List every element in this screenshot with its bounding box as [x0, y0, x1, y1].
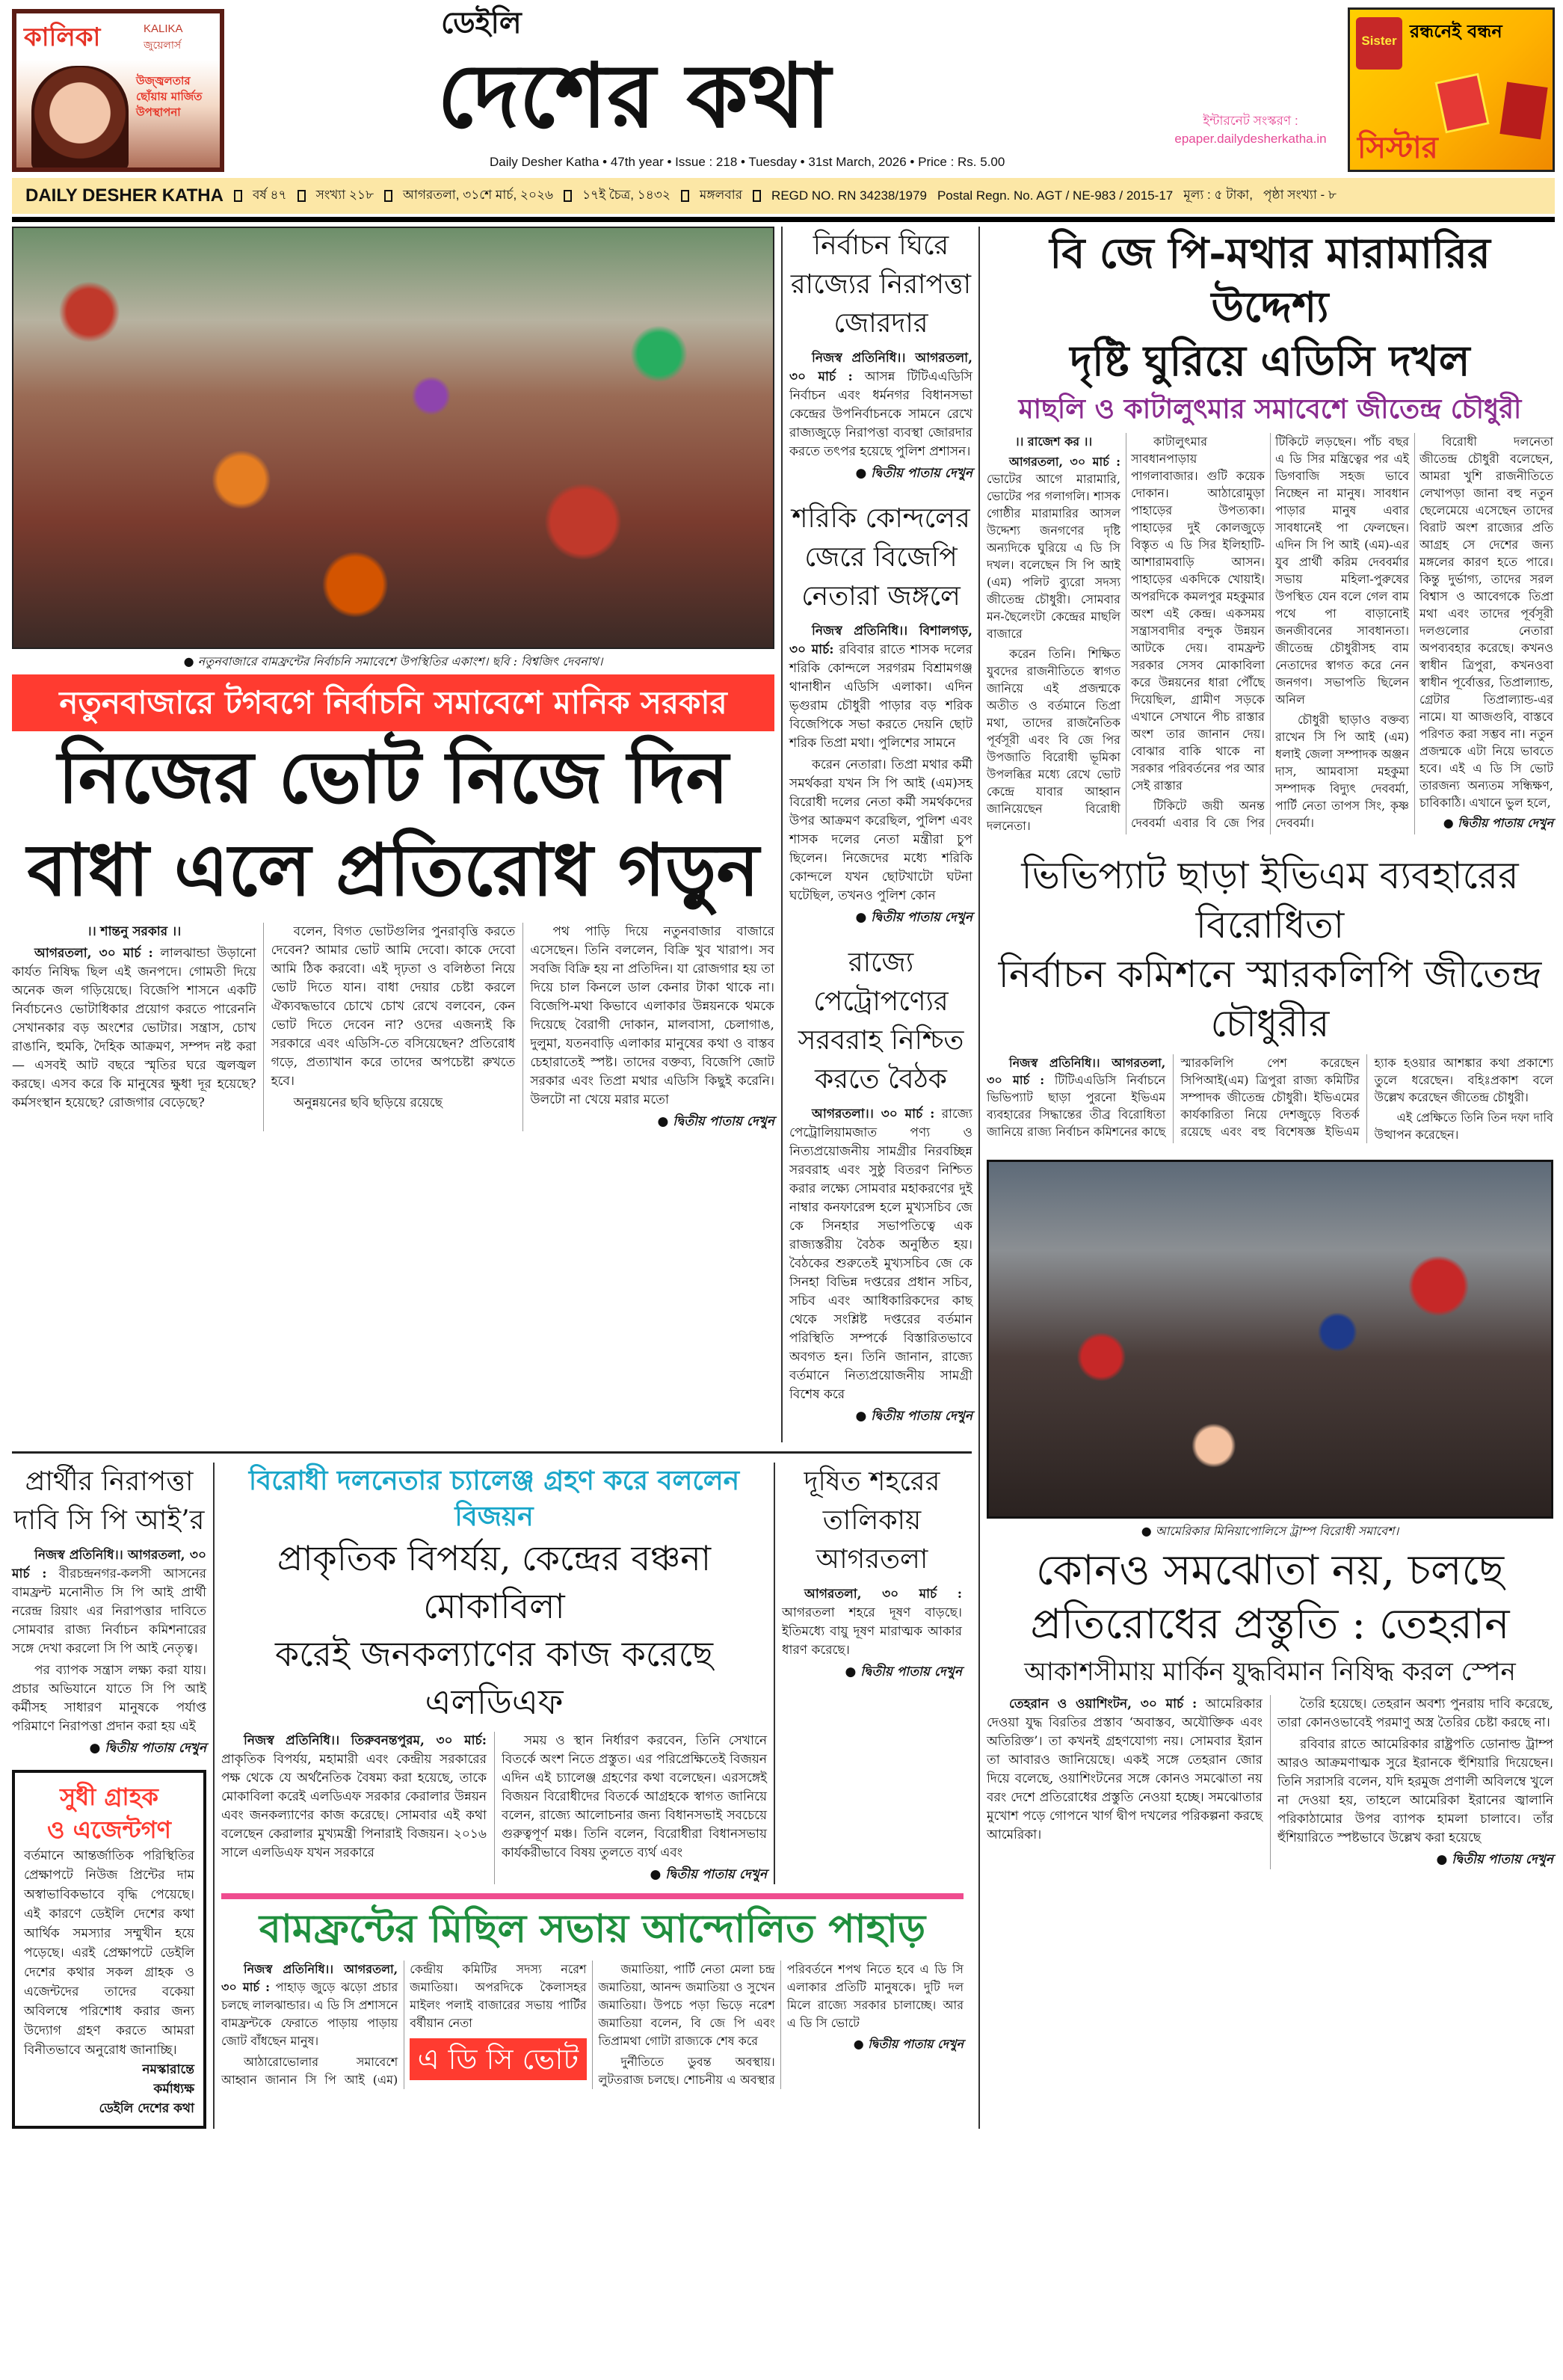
paragraph: কাটালুৎমার সাবধানপাড়ায় পাগলাবাজার। গুটি কয়েক দোকান। আঠারোমুড়া পাহাড়ের উপত্যকা। পাহাড়ের দুই কোলজুড়ে বিস্তৃত এ ডি সির ইলিহাটি-আশারামবাড়ি আসন। পাহাড়ের একদিকে খোয়াই। অপরদিকে কমলপুর মহকুমার অংশ এই কেন্দ্র। একসময় সন্ত্রাসবাদীর বন্দুক উন্নয়ন আটকে দেয়। বামফ্রন্ট সরকার সেসব মোকাবিলা করে উন্নয়নের ধারা পৌঁছে দিয়েছিল, গ্রামীণ সড়কে এখানে সেখানে পীচ রাস্তার অংশ তার জানান দেয়। বোঝার বাকি থাকে না সরকার পরিবর্তনের পর আর সেই রাস্তার: [1131, 434, 1265, 793]
dateline-strip: [12, 178, 1555, 214]
strip-day: মঙ্গলবার: [699, 188, 743, 202]
paragraph: পথ পাড়ি দিয়ে নতুনবাজার বাজারে এসেছেন। তিনি বললেন, বিক্রি খুব খারাপ। সব সবজি বিক্রি হয় না প্রতিদিন। যা রোজগার হয় তা দিয়ে চাল কিনলে ডাল কেনার টাকা থাকে না। বিজেপি-মথা কিভাবে এলাকার উন্নয়নকে থমকে দিয়েছে বৈরাগী দোকান, মালবাসা, চেলাগাঙ, দুলুমা, যতনবাড়ি এলাকার মানুষের কথা ও বাস্তব চেহারাতেই স্পষ্ট। তাদের বক্তব্য, বিজেপি জোট সরকার এবং তিপ্রা মথার এডিসি কিছুই করেনি। উলটো না খেয়ে মরার মতো: [530, 924, 774, 1107]
candidate-article: [12, 1463, 206, 1758]
dateline: নিজস্ব প্রতিনিধি।। আগরতলা, ৩০ মার্চ :: [12, 1548, 206, 1581]
evm-article-body: [987, 1054, 1553, 1143]
model-portrait-image: [31, 66, 129, 170]
bottom-left-column: [12, 1463, 206, 2129]
top-row: [12, 227, 972, 1442]
adc-subhead: মাছলি ও কাটালুৎমার সমাবেশে জীতেন্দ্র চৌধুরী: [1018, 393, 1522, 425]
continue-link[interactable]: ● দ্বিতীয় পাতায় দেখুন: [853, 2037, 964, 2051]
dateline: নিজস্ব প্রতিনিধি।। আগরতলা, ৩০ মার্চ :: [987, 1056, 1166, 1087]
continue-link[interactable]: ● দ্বিতীয় পাতায় দেখুন: [855, 1409, 972, 1424]
continue-link[interactable]: ● দ্বিতীয় পাতায় দেখুন: [845, 1664, 962, 1679]
ldf-headline-line2: করেই জনকল্যাণের কাজ করেছে এলডিএফ: [274, 1634, 714, 1722]
paragraph: পাহাড় জুড়ে ঝড়ো প্রচার চলছে লালঝান্ডার। এ ডি সি প্রশাসনে বামফ্রন্টকে ফেরাতে পাড়ায় পাড়ায় জোট বাঁধছেন মানুষ।: [221, 1980, 398, 2048]
lead-article: [12, 227, 774, 1131]
notice-sign-3: ডেইলি দেশের কথা: [99, 2101, 194, 2116]
paragraph: টিটিএএডিসি নির্বাচনে ভিভিপ্যাট ছাড়া পুরনো ইভিএম ব্যবহারের সিদ্ধান্তের তীব্র বিরোধিতা জানিয়ে রাজ্য নির্বাচন কমিশনের কাছে স্মারকলিপি পেশ করেছেন সিপিআই(এম) ত্রিপুরা রাজ্য কমিটির সম্পাদক জীতেন্দ্র চৌধুরী। ইভিএমের কার্যকারিতা নিয়ে দেশজুড়ে বিতর্ক রয়েছে এবং বহু বিশেষজ্ঞ ইভিএম হ্যাক হওয়ার আশঙ্কার কথা প্রকাশ্যে তুলে ধরেছেন। বহিঃপ্রকাশ বলে উল্লেখ করেছেন জীতেন্দ্র চৌধুরী।: [987, 1056, 1553, 1139]
strip-name: DAILY DESHER KATHA: [25, 185, 223, 206]
paragraph: আগরতলা শহরে দূষণ বাড়ছে। ইতিমধ্যে বায়ু দূষণ মারাত্মক আকার ধারণ করেছে।: [782, 1605, 962, 1658]
lead-kicker: নতুনবাজারে টগবগে নির্বাচনি সমাবেশে মানিক সরকার: [12, 674, 774, 731]
paragraph: আমেরিকার দেওয়া যুদ্ধ বিরতির প্রস্তাব ‘অবাস্তব, অযৌক্তিক এবং অতিরিক্ত’। তা কখনই গ্রহণযোগ্য নয়। সোমবার ইরান তা আবারও জানিয়েছে। একই সঙ্গে তেহরান জোর দিয়ে বলেছে, ওয়াশিংটনের সঙ্গে কোনও সমঝোতা নয় বরং দেশে প্রতিরোধের প্রস্তুতি নেওয়া হচ্ছে। সমঝোতার মুখোশ পড়ে গোপনে খার্গ দ্বীপ দখলের পরিকল্পনা করছে আমেরিকা।: [987, 1697, 1263, 1842]
paragraph: জমাতিয়া, পার্টি নেতা মেলা চন্দ্র জমাতিয়া, আনন্দ জমাতিয়া ও সুখেন জমাতিয়া। উপচে পড়া ভিড়ে নরেশ জমাতিয়া বলেন, বি জে পি এবং তিপ্রামথা গোটা রাজ্যকে শেষ করে: [598, 1962, 775, 2048]
sharik-article: [789, 499, 972, 927]
column-rule: [213, 1463, 215, 2129]
strip-place-date: আগরতলা, ৩১শে মার্চ, ২০২৬: [403, 188, 554, 202]
ad-brand-bengali: সিস্টার: [1357, 130, 1438, 165]
bottom-row: [12, 1463, 972, 2129]
dateline: আগরতলা, ৩০ মার্চ :: [804, 1587, 962, 1602]
rally-photo: [12, 227, 774, 649]
paragraph: রবিবার রাতে আমেরিকার রাষ্ট্রপতি ডোনাল্ড ট্রাম্প আরও আক্রমণাত্মক সুরে ইরানকে হুঁশিয়ারি দিয়েছেন। তিনি সরাসরি বলেন, যদি হরমুজ প্রণালী অবিলম্বে খুলে না দেওয়া হয়, তাহলে আমেরিকা ইরানের জ্বালানি পরিকাঠামোর উপর ব্যাপক হামলা চালাবে। তাঁর হুঁশিয়ারিতে স্পষ্টভাবে উল্লেখ করা হয়েছে: [1277, 1737, 1553, 1845]
paragraph: এই প্রেক্ষিতে তিনি তিন দফা দাবি উত্থাপন করেছেন।: [1374, 1110, 1553, 1142]
dateline: আগরতলা, ৩০ মার্চ :: [1009, 455, 1120, 469]
epaper-block: [1157, 112, 1344, 148]
lead-byline: ।। শান্তনু সরকার ।।: [87, 924, 182, 939]
square-bullet-icon: [753, 190, 761, 202]
square-bullet-icon: [681, 190, 689, 202]
column-rule: [978, 227, 980, 2129]
strip-pages: পৃষ্ঠা সংখ্যা - ৮: [1263, 188, 1337, 202]
dateline: আগরতলা।। ৩০ মার্চ :: [812, 1107, 935, 1122]
paragraph: সময় ও স্থান নির্ধারণ করবেন, তিনি সেখানে বিতর্কে অংশ নিতে প্রস্তুত। এর পরিপ্রেক্ষিতেই বিজয়ন এদিন এই চ্যালেঞ্জ গ্রহণের কথা বলেছেন। এরসঙ্গেই বিজয়ন বিরোধীদের বিতর্কে আগ্রহকে স্বাগত জানিয়ে বলেন, রাজ্যে আলোচনার জন্য বিধানসভাই সবচেয়ে গুরুত্বপূর্ণ মঞ্চ। তিনি বলেন, বিরোধীরা বিধানসভায় কার্যকরীভাবে বিষয় তুলতে ব্যর্থ এবং: [502, 1733, 767, 1860]
continue-link[interactable]: ● দ্বিতীয় পাতায় দেখুন: [657, 1114, 774, 1129]
pollution-article: [782, 1463, 962, 1685]
ldf-article: [221, 1463, 767, 1884]
dateline: নিজস্ব প্রতিনিধি।। বিশালগড়, ৩০ মার্চ:: [789, 624, 972, 657]
adc-article: [987, 227, 1553, 834]
paragraph: লালঝান্ডা উড়ানো কার্যত নিষিদ্ধ ছিল এই জনপদে। গোমতী দিয়ে অনেক জল গড়িয়েছে। বিজেপি শাসনে একটি নির্বাচনেও ভোটাধিকার প্রয়োগ করতে পারেননি সেখানকার বড় অংশের ভোটার। সন্ত্রাস, চোখ রাঙানি, হুমকি, দৈহিক আক্রমণ, সম্পদ নষ্ট করা — এসবই আট বছরে স্মৃতির ঘরে জ্বলজ্বল করছে। এসব করে কি মানুষের ক্ষুধা দূর হয়েছে? কর্মসংস্থান হয়েছে? রোজগার বেড়েছে?: [12, 946, 256, 1110]
strip-issue: সংখ্যা ২১৮: [315, 188, 374, 202]
continue-link[interactable]: ● দ্বিতীয় পাতায় দেখুন: [855, 466, 972, 481]
byline: ।। রাজেশ কর ।।: [1014, 434, 1093, 449]
strip-regd: REGD NO. RN 34238/1979: [771, 188, 927, 203]
ldf-article-body: [221, 1732, 767, 1884]
hills-article-body: [221, 1961, 964, 2089]
security-article: [789, 227, 972, 483]
continue-link[interactable]: ● দ্বিতীয় পাতায় দেখুন: [855, 910, 972, 925]
epaper-url[interactable]: epaper.dailydesherkatha.in: [1174, 132, 1327, 146]
paragraph: পর ব্যাপক সন্ত্রাস লক্ষ্য করা যায়। প্রচার অভিযানে যাতে সি পি আই কর্মীসহ সাধারণ মানুষকে পর্যাপ্ত পরিমাণে নিরাপত্তা প্রদান করা হয় এই: [12, 1663, 206, 1734]
lead-article-body: [12, 923, 774, 1131]
square-bullet-icon: [234, 190, 242, 202]
petrol-article: [789, 944, 972, 1426]
continue-link[interactable]: ● দ্বিতীয় পাতায় দেখুন: [1443, 816, 1553, 830]
paragraph: তৈরি হয়েছে। তেহরান অবশ্য পুনরায় দাবি করেছে, তারা কোনওভাবেই পরমাণু অস্ত্র তৈরির চেষ্টা করছে না।: [1277, 1697, 1553, 1730]
newspaper-title: দেশের কথা: [437, 43, 831, 147]
lead-dateline: আগরতলা, ৩০ মার্চ :: [34, 946, 153, 961]
masthead-rule: [12, 217, 1555, 222]
paragraph: প্রাকৃতিক বিপর্যয়, মহামারী এবং কেন্দ্রীয় সরকারের পক্ষ থেকে যে অর্থনৈতিক বৈষম্য করা হয়েছে, তাকে মোকাবিলা করেই এলডিএফ সরকার কেরালার উন্নয়ন এবং জনকল্যাণের কাজ করেছে। সোমবার এই কথা বলেছেন কেরালার মুখ্যমন্ত্রী পিনারাই বিজয়ন। ২০১৬ সালে এলডিএফ যখন সরকারে: [221, 1752, 487, 1860]
security-headline: নির্বাচন ঘিরে রাজ্যের নিরাপত্তা জোরদার: [790, 230, 972, 339]
hills-headline: বামফ্রন্টের মিছিল সভায় আন্দোলিত পাহাড়: [259, 1906, 926, 1952]
tehran-article-body: [987, 1695, 1553, 1869]
narrow-column: [789, 227, 972, 1442]
sister-advertisement: [1348, 7, 1555, 172]
petrol-headline: রাজ্যে পেট্রোপণ্যের সরবরাহ নিশ্চিত করতে বৈঠক: [798, 947, 964, 1095]
paragraph: আঠারোভোলার সমাবেশে আহ্বান জানান সি পি আই (এম) কেন্দ্রীয় কমিটির সদস্য নরেশ জমাতিয়া। অপরদিকে কৈলাসহর মাইলং পলাই বাজারের সভায় পার্টির বর্ষীয়ান নেতা: [221, 1962, 587, 2087]
continue-link[interactable]: ● দ্বিতীয় পাতায় দেখুন: [1436, 1852, 1553, 1867]
bottom-main: [221, 1463, 964, 2089]
pollution-headline: দূষিত শহরের তালিকায় আগরতলা: [804, 1466, 940, 1575]
candidate-headline: প্রার্থীর নিরাপত্তা দাবি সি পি আই’র: [13, 1466, 205, 1536]
front-page-grid: [12, 227, 1555, 2129]
lead-headline-line1: নিজের ভোট নিজে দিন: [58, 735, 729, 820]
strip-price: মূল্য : ৫ টাকা,: [1183, 188, 1253, 202]
square-bullet-icon: [384, 190, 392, 202]
paragraph: আসন্ন টিটিএএডিসি নির্বাচন এবং ধর্মনগর বিধানসভা কেন্দ্রের উপনির্বাচনকে সামনে রেখে রাজ্যজুড়ে নিরাপত্তা ব্যবস্থা জোরদার করতে তৎপর হয়েছে পুলিশ প্রশাসন।: [789, 369, 972, 459]
spice-pack-image: [1434, 73, 1489, 134]
paragraph: চৌধুরী ছাড়াও বক্তব্য রাখেন সি পি আই (এম) ধলাই জেলা সম্পাদক অঞ্জন দাস, আমবাসা মহকুমা সম্পাদক বিদ্যুৎ দেববর্মা, পার্টি নেতা তাপস সিং, কৃষ্ণ দেববর্মা।: [1275, 713, 1409, 830]
square-bullet-icon: [564, 190, 572, 202]
paragraph: অনুন্নয়নের ছবি ছড়িয়ে রয়েছে: [293, 1095, 443, 1110]
paragraph: ভোটের আগে মারামারি, ভোটের পর গলাগলি। শাসক গোষ্ঠীর মারামারির আসল উদ্দেশ্য জনগণের দৃষ্টি অন্যদিকে ঘুরিয়ে এ ডি সি দখল। বলেছেন সি পি আই (এম) পলিট ব্যুরো সদস্য জীতেন্দ্র চৌধুরী। সোমবার মন-ছৈলেংটা কেন্দ্রের মাছলি বাজারে: [987, 472, 1120, 641]
ldf-kicker: বিরোধী দলনেতার চ্যালেঞ্জ গ্রহণ করে বললেন বিজয়ন: [248, 1465, 740, 1532]
adc-article-body: [987, 433, 1553, 834]
strip-year: বর্ষ ৪৭: [252, 188, 287, 202]
dateline: নিজস্ব প্রতিনিধি।। আগরতলা, ৩০ মার্চ :: [221, 1962, 398, 1994]
sister-logo: Sister: [1356, 17, 1402, 70]
paragraph: বলেন, বিগত ভোটগুলির পুনরাবৃত্তি করতে দেবেন? আমার ভোট আমি দেবো। কাকে দেবো আমি ঠিক করবো। এই দৃঢ়তা ও বলিষ্ঠতা নিয়ে ভোট দিতে যান। বাধা দেয়ার চেষ্টা করলে ঐক্যবদ্ধভাবে চোখে চোখ রেখে বলবেন, কেন ভোট দিতে দেবেন না? ওদের এজন্যই কি সরকারে এবং এডিসি-তে বসিয়েছেন? প্রতিরোধ গড়ে, প্রত্যাখান করে তাদের অপচেষ্টা রুখতে হবে।: [271, 924, 516, 1089]
paragraph: রবিবার রাতে শাসক দলের শরিকি কোন্দলে সরগরম বিশ্রামগঞ্জ থানাধীন এডিসি এলাকা। এদিন ভৃগুরাম চৌধুরী পাড়ার বড় শরিক বিজেপিকে সভা করতে দেয়নি ছোট শরিক তিপ্রা মথা। পুলিশের সামনে: [789, 642, 972, 751]
tehran-headline-line2: প্রতিরোধের প্রস্তুতি : তেহরান: [1030, 1600, 1510, 1649]
paragraph: বীরচন্দ্রনগর-কলসী আসনের বামফ্রন্ট মনোনীত সি পি আই প্রার্থী নরেন্দ্র রিয়াং এর নিরাপত্তার দাবিতে সোমবার রাজ্য নির্বাচন কমিশনারের সঙ্গে দেখা করলো সি পি আই নেতৃত্ব।: [12, 1566, 206, 1656]
epaper-label: ইন্টারনেট সংস্করণ :: [1203, 114, 1298, 128]
issue-info-line: Daily Desher Katha • 47th year • Issue : 218 • Tuesday • 31st March, 2026 • Price : Rs. 5.00: [490, 155, 1005, 169]
paragraph: করেন তিনি। শিক্ষিত যুবদের রাজনীতিতে স্বাগত জানিয়ে এই প্রজন্মকে অতীত ও বর্তমানে তিপ্রা মথা, তাদের রাজনৈতিক পূর্বসূরী এবং বি জে পির উপজাতি বিরোধী ভূমিকা উপলব্ধির মধ্যে রেখে ভোট কেন্দ্রে যাবার আহ্বান জানিয়েছেন বিরোধী দলনেতা।: [987, 647, 1120, 833]
adc-headline-line2: দৃষ্টি ঘুরিয়ে এডিসি দখল: [1070, 336, 1470, 386]
notice-sign-1: নমস্কারান্তে: [142, 2062, 194, 2077]
ad-brand: কালিকা: [24, 22, 101, 52]
evm-article: [987, 851, 1553, 1143]
square-bullet-icon: [298, 190, 306, 202]
notice-title-1: সুধী গ্রাহক: [60, 1783, 158, 1811]
column-rule: [781, 227, 783, 1442]
paragraph: দুর্নীতিতে ডুবন্ত অবস্থায়। লুটতরাজ চলছে। শোচনীয় এ অবস্থার পরিবর্তনে শপথ নিতে হবে এ ডি সি এলাকার প্রতিটি মানুষকে। দুটি দল মিলে রাজ্যে সরকার চালাচ্ছে। আর এ ডি সি ভোটে: [598, 1962, 964, 2087]
tehran-subhead: আকাশসীমায় মার্কিন যুদ্ধবিমান নিষিদ্ধ করল স্পেন: [1024, 1657, 1516, 1687]
evm-headline-line2: নির্বাচন কমিশনে স্মারকলিপি জীতেন্দ্র চৌধুরীর: [998, 953, 1542, 1045]
masthead-daily: ডেইলি: [441, 5, 522, 40]
subscriber-notice: [12, 1770, 206, 2129]
tehran-photo-caption: ● আমেরিকার মিনিয়াপোলিসে ট্রাম্প বিরোধী সমাবেশ।: [1141, 1524, 1399, 1538]
ad-slogan: রন্ধনেই বন্ধন: [1410, 20, 1502, 42]
section-rule: [12, 1451, 972, 1454]
notice-title-2: ও এজেন্টগণ: [46, 1815, 172, 1844]
left-section: [12, 227, 972, 2129]
pink-rule: [221, 1893, 964, 1899]
dateline: তেহরান ও ওয়াশিংটন, ৩০ মার্চ :: [1009, 1697, 1197, 1712]
paragraph: করেন নেতারা। তিপ্রা মথার কর্মী সমর্থকরা যখন সি পি আই (এম)সহ বিরোধী দলের নেতা কর্মী সমর্থকদের উপর আক্রমণ করেছিল, পুলিশ এবং শাসক দলের নেতা মন্ত্রীরা চুপ ছিলেন। নিজেদের মধ্যে শরিকি কোন্দলে যখন ছোটখাটো ঘটনা ঘটেছিল, তখনও পুলিশ কোন: [789, 757, 972, 903]
adc-vote-inset: এ ডি সি ভোট: [410, 2038, 586, 2080]
strip-postal: Postal Regn. No. AGT / NE-983 / 2015-17: [937, 188, 1174, 203]
paragraph: রাজ্যে পেট্রোলিয়ামজাত পণ্য ও নিত্যপ্রয়োজনীয় সামগ্রীর নিরবচ্ছিন্ন সরবরাহ এবং সুষ্ঠু বিতরণ নিশ্চিত করার লক্ষ্যে সোমবার মহাকরণের দুই নাম্বার কনফারেন্স হলে মুখ্যসচিব জে কে সিনহার সভাপতিত্বে এক রাজ্যস্তরীয় বৈঠক অনুষ্ঠিত হয়। বৈঠকের শুরুতেই মুখ্যসচিব জে কে সিনহা বিভিন্ন দপ্তরের প্রধান সচিব, সচিব এবং আধিকারিকদের কাছ থেকে সংশ্লিষ্ট দপ্তরের বর্তমান পরিস্থিতি সম্পর্কে বিস্তারিতভাবে অবগত হন। তিনি জানান, রাজ্যে বর্তমানে নিত্যপ্রয়োজনীয় সামগ্রী বিশেষ করে: [789, 1107, 972, 1402]
ad-brand-sub: জুয়েলার্স: [144, 40, 182, 52]
ldf-headline-line1: প্রাকৃতিক বিপর্যয়, কেন্দ্রের বঞ্চনা মোকাবিলা: [277, 1538, 712, 1626]
column-rule: [774, 1463, 775, 1884]
continue-link[interactable]: ● দ্বিতীয় পাতায় দেখুন: [650, 1867, 767, 1882]
strip-bengali-date: ১৭ই চৈত্র, ১৪৩২: [582, 188, 670, 202]
kalika-advertisement: [12, 9, 224, 172]
ldf-pollution-row: [221, 1463, 964, 1884]
adc-headline-line1: বি জে পি-মথার মারামারির উদ্দেশ্য: [1049, 229, 1490, 332]
masthead: [0, 0, 1563, 176]
sharik-headline: শরিকি কোন্দলের জেরে বিজেপি নেতারা জঙ্গলে: [792, 503, 970, 612]
lead-headline-line2: বাধা এলে প্রতিরোধ গড়ুন: [27, 828, 759, 912]
evm-headline-line1: ভিভিপ্যাট ছাড়া ইভিএম ব্যবহারের বিরোধিতা: [1021, 854, 1519, 947]
notice-body: বর্তমানে আন্তর্জাতিক পরিস্থিতির প্রেক্ষাপটে নিউজ প্রিন্টের দাম অস্বাভাবিকভাবে বৃদ্ধি পেয়েছে। এই কারণে ডেইলি দেশের কথা আর্থিক সমস্যার সম্মুখীন হয়ে পড়েছে। এরই প্রেক্ষাপটে ডেইলি দেশের কথার সকল গ্রাহক ও এজেন্টদের তাদের বকেয়া অবিলম্বে পরিশোধ করার জন্য উদ্যোগ গ্রহণ করতে আমরা বিনীতভাবে অনুরোধ জানাচ্ছি।: [24, 1848, 194, 2058]
lead-photo-caption: ● নতুনবাজারে বামফ্রন্টের নির্বাচনি সমাবেশে উপস্থিতির একাংশ। ছবি : বিশ্বজিৎ দেবনাথ।: [183, 654, 603, 668]
dateline: নিজস্ব প্রতিনিধি।। আগরতলা, ৩০ মার্চ :: [789, 351, 972, 384]
ad-brand-en: KALIKA: [144, 22, 183, 35]
right-section: [987, 227, 1553, 1869]
protest-photo: [987, 1160, 1553, 1519]
dateline: নিজস্ব প্রতিনিধি।। তিরুবনন্তপুরম, ৩০ মার্চ:: [244, 1733, 487, 1748]
ad-tagline: উজ্জ্বলতার ছোঁয়ায় মার্জিত উপস্থাপনা: [136, 74, 203, 119]
paragraph: টিকিটে জয়ী অনন্ত দেববর্মা এবার বি জে পির টিকিটে লড়ছেন। পাঁচ বছর এ ডি সির মন্ত্রিত্বের পর এই ডিগবাজি সহজ ভাবে নিচ্ছেন না মানুষ। সাবধান পাড়ার মানুষ এবার সাবধানেই পা ফেলছেন। এদিন সি পি আই (এম)-এর যুব প্রার্থী করিম দেববর্মার সভায় মহিলা-পুরুষের উপস্থিত যেন বলে গেল বাম পথে পা বাড়ানোই জনজীবনের সাবধানতা। জীতেন্দ্র চৌধুরীসহ বাম নেতাদের স্বাগত করে নেন জনগণ। সভাপতি ছিলেন অনিল: [1131, 434, 1409, 830]
paragraph: বিরোধী দলনেতা জীতেন্দ্র চৌধুরী বলেছেন, আমরা খুশি রাজনীতিতে লেখাপড়া জানা বহু নতুন ছেলেমেয়ে এসেছেন তাদের বিরাট অংশ রাজ্যের প্রতি আগ্রহ সে দেশের জন্য মঙ্গলের কারণ হতে পারে। কিন্তু দুর্ভাগ্য, তাদের সরল বিশ্বাস ও আবেগকে তিপ্রা মথা এবং তাদের পূর্বসূরী দলগুলোর নেতারা অপব্যবহার করেছে। কখনও স্বাধীন ত্রিপুরা, কখনওবা স্বাধীন পূর্বোত্তর, তিপ্রাল্যান্ড, গ্রেটার তিপ্রাল্যান্ড-এর নামে। যা আজগুবি, বাস্তবে পরিণত করা সম্ভব না। নতুন প্রজন্মকে এটা নিয়ে ভাবতে হবে। এই এ ডি সি ভোট তারজন্য অন্যতম সন্ধিক্ষণ, চাবিকাঠি। এখানে ভুল হলে,: [1419, 434, 1553, 810]
continue-link[interactable]: ● দ্বিতীয় পাতায় দেখুন: [89, 1741, 206, 1756]
notice-sign-2: কর্মাধ্যক্ষ: [153, 2082, 194, 2097]
tehran-headline-line1: কোনও সমঝোতা নয়, চলছে: [1035, 1546, 1505, 1595]
tehran-article: [987, 1160, 1553, 1869]
